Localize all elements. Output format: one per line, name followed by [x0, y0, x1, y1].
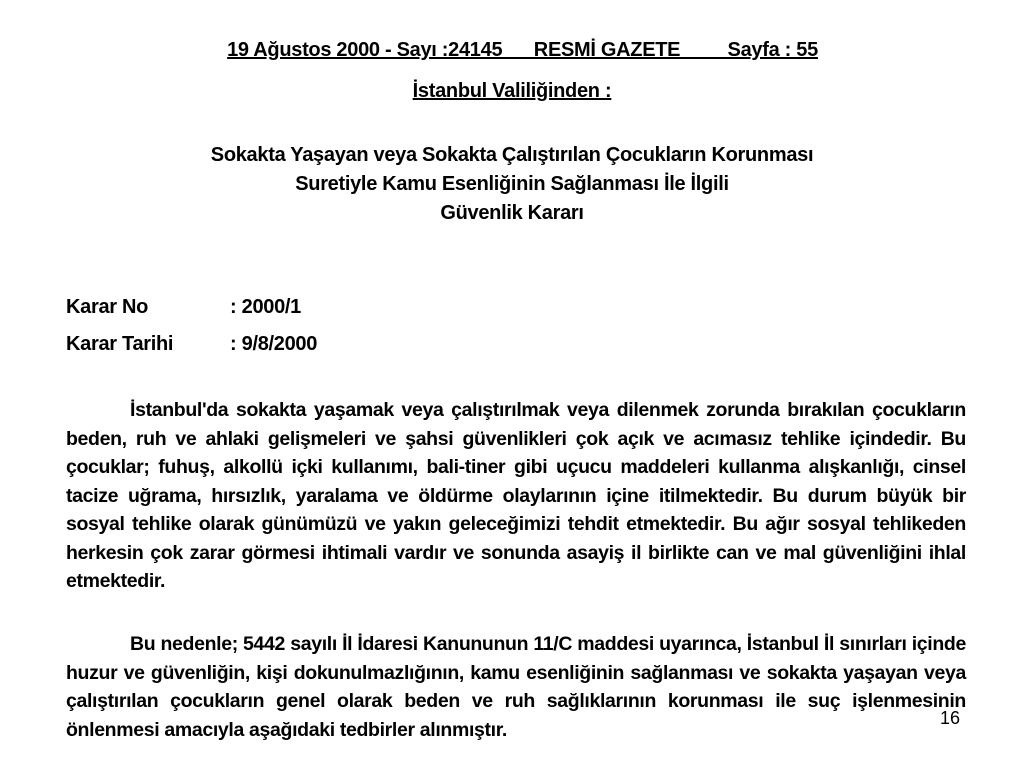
issuing-office-text: İstanbul Valiliğinden : [412, 80, 612, 102]
decision-date-row [66, 333, 317, 356]
decision-date-label: Karar Tarihi [66, 333, 174, 355]
gazette-header-text: 19 Ağustos 2000 - Sayı :24145 RESMİ GAZETE Sayfa : 55 [227, 39, 818, 61]
decision-number-value: : 2000/1 [230, 296, 301, 318]
decision-number-row [66, 296, 301, 319]
title-line-3: Güvenlik Kararı [440, 202, 584, 224]
title-line-1: Sokakta Yaşayan veya Sokakta Çalıştırılan Çocukların Korunması [210, 144, 814, 166]
title-line-2: Suretiyle Kamu Esenliğinin Sağlanması İle İlgili [295, 173, 729, 195]
gazette-header [0, 16, 1024, 85]
issuing-office [0, 80, 1024, 103]
decision-date-value: : 9/8/2000 [230, 333, 318, 355]
decision-number-label: Karar No [66, 296, 149, 318]
body-paragraph-2: Bu nedenle; 5442 sayılı İl İdaresi Kanununun 11/C maddesi uyarınca, İstanbul İl sınırları içinde huzur ve güvenliğin, kişi dokunulmazlığının, kamu esenliğinin sağlanması ve sokakta yaşayan veya çalıştırılan çocukların genel olarak beden ve ruh sağlıklarının korunması ile suç işlenmesinin önlenmesi amacıyla aşağıdaki tedbirler alınmıştır. [66, 633, 966, 741]
document-title [0, 141, 1024, 228]
body-paragraph-1: İstanbul'da sokakta yaşamak veya çalıştırılmak veya dilenmek zorunda bırakılan çocukların beden, ruh ve ahlaki gelişmeleri ve şahsi güvenlikleri çok açık ve acımasız tehlike içindedir. Bu çocuklar; fuhuş, alkollü içki kullanımı, bali-tiner gibi uçucu maddeleri kullanma alışkanlığı, cinsel tacize uğrama, hırsızlık, yaralama ve öldürme olaylarının içine itilmektedir. Bu durum büyük bir sosyal tehlike olarak günümüzü ve yakın geleceğimizi tehdit etmektedir. Bu ağır sosyal tehlikeden herkesin çok zarar görmesi ihtimali vardır ve sonunda asayiş il birlikte can ve mal güvenliğini ihlal etmektedir. [66, 399, 966, 592]
slide-page-number: 16 [940, 708, 961, 728]
